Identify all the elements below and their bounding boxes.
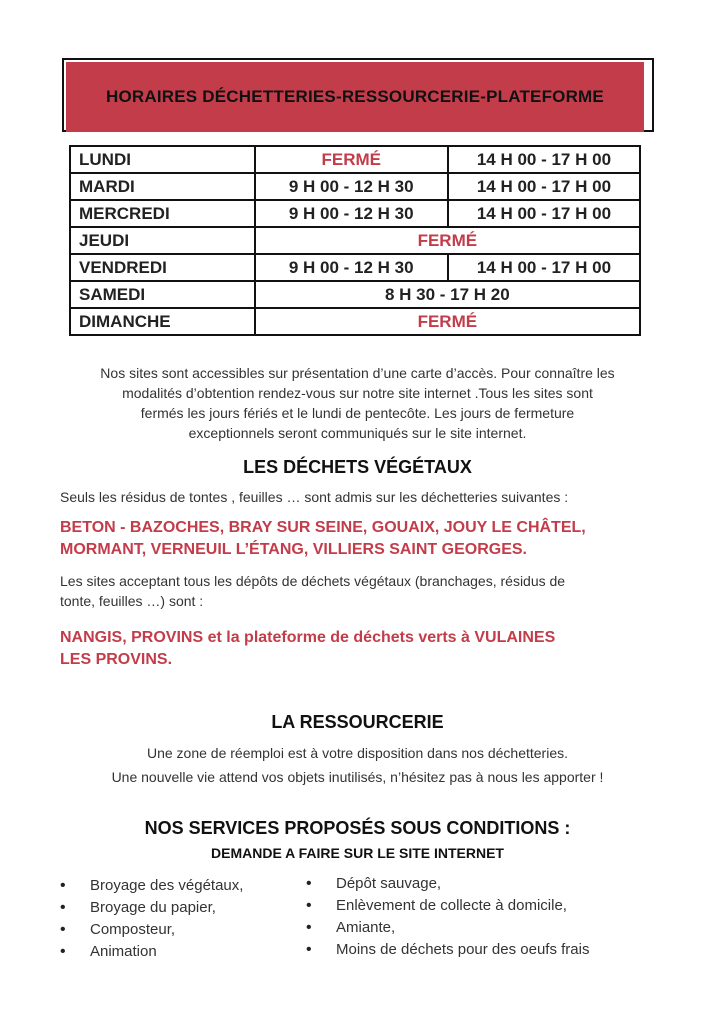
list-item: • Broyage du papier, [60,897,310,919]
day-cell: DIMANCHE [70,308,255,335]
table-row [70,173,640,200]
vegetal-sites [60,517,680,561]
vegetal-all-intro-line: Les sites acceptant tous les dépôts de déchets végétaux (branchages, résidus de [60,573,566,589]
afternoon-cell: 14 H 00 - 17 H 00 [448,173,640,200]
table-row [70,146,640,173]
page-title: HORAIRES DÉCHETTERIES-RESSOURCERIE-PLATEFORME [106,87,604,106]
title-banner [66,62,644,132]
afternoon-cell: 14 H 00 - 17 H 00 [448,200,640,227]
table-row [70,254,640,281]
afternoon-cell: 14 H 00 - 17 H 00 [448,254,640,281]
day-cell: MERCREDI [70,200,255,227]
ressourcerie-heading: LA RESSOURCERIE [271,712,444,732]
day-cell: VENDREDI [70,254,255,281]
day-cell: JEUDI [70,227,255,254]
list-item: • Amiante, [306,917,686,939]
vegetal-sites-line: MORMANT, VERNEUIL L’ÉTANG, VILLIERS SAINT GEORGES. [60,541,527,558]
day-cell: MARDI [70,173,255,200]
afternoon-cell: 14 H 00 - 17 H 00 [448,146,640,173]
table-row [70,308,640,335]
list-item: • Moins de déchets pour des oeufs frais [306,939,686,961]
day-cell: SAMEDI [70,281,255,308]
table-row [70,227,640,254]
full-day-cell: FERMÉ [255,308,640,335]
full-day-cell: 8 H 30 - 17 H 20 [255,281,640,308]
morning-cell: 9 H 00 - 12 H 30 [255,254,448,281]
day-cell: LUNDI [70,146,255,173]
services-list-right [306,873,686,961]
table-row [70,281,640,308]
access-note-line: Nos sites sont accessibles sur présentation d’une carte d’accès. Pour connaître les [100,365,615,381]
full-day-cell: FERMÉ [255,227,640,254]
vegetal-all-sites [60,627,680,671]
list-item: • Animation [60,941,310,963]
morning-cell: 9 H 00 - 12 H 30 [255,200,448,227]
opening-hours-table [69,145,641,336]
vegetal-all-sites-line: NANGIS, PROVINS et la plateforme de déchets verts à VULAINES [60,629,556,646]
services-heading: NOS SERVICES PROPOSÉS SOUS CONDITIONS : [144,818,571,838]
access-note [40,363,675,443]
vegetal-all-intro-line: tonte, feuilles …) sont : [60,593,204,609]
morning-cell: FERMÉ [255,146,448,173]
access-note-line: modalités d’obtention rendez-vous sur notre site internet .Tous les sites sont [122,385,593,401]
services-subheading: DEMANDE A FAIRE SUR LE SITE INTERNET [211,845,504,861]
services-list-left [60,875,310,963]
ressourcerie-line: Une zone de réemploi est à votre disposition dans nos déchetteries. [146,745,569,761]
morning-cell: 9 H 00 - 12 H 30 [255,173,448,200]
vegetal-intro: Seuls les résidus de tontes , feuilles … sont admis sur les déchetteries suivantes : [60,489,569,505]
vegetal-all-sites-line: LES PROVINS. [60,651,173,668]
list-item: • Dépôt sauvage, [306,873,686,895]
access-note-line: fermés les jours fériés et le lundi de pentecôte. Les jours de fermeture [140,405,575,421]
vegetal-sites-line: BETON - BAZOCHES, BRAY SUR SEINE, GOUAIX, JOUY LE CHÂTEL, [60,519,586,536]
access-note-line: exceptionnels seront communiqués sur le site internet. [188,425,527,441]
vegetal-all-intro [60,571,680,611]
vegetal-heading: LES DÉCHETS VÉGÉTAUX [243,457,472,477]
list-item: • Composteur, [60,919,310,941]
list-item: • Enlèvement de collecte à domicile, [306,895,686,917]
table-row [70,200,640,227]
list-item: • Broyage des végétaux, [60,875,310,897]
ressourcerie-text [0,743,715,787]
ressourcerie-line: Une nouvelle vie attend vos objets inutilisés, n’hésitez pas à nous les apporter ! [111,769,604,785]
